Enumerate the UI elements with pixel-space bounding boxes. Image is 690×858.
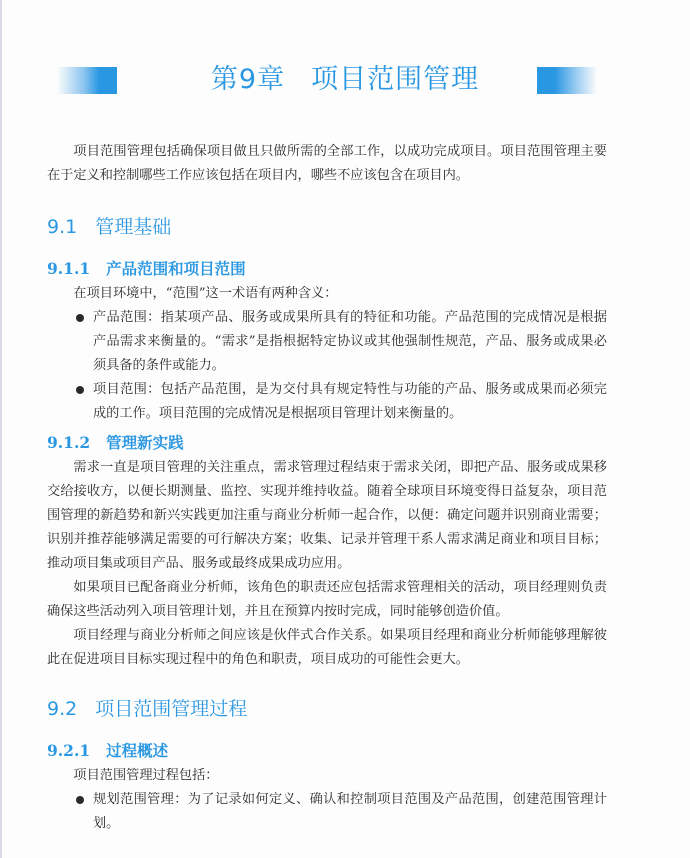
body-paragraph: 需求一直是项目管理的关注重点，需求管理过程结束于需求关闭，即把产品、服务或成果移交给接收方，以便长期测量、监控、实现并维持收益。随着全球项目环境变得日益复杂，项目范围管理的新趋势和新兴实践更加注重与商业分析师一起合作，以便：确定问题并识别商业需要；识别并推荐能够满足需要的可行解决方案；收集、记录并管理干系人需求满足商业和项目目标；推动项目集或项目产品、服务或最终成果成功应用。 [47, 460, 607, 571]
section-heading-9-1 [47, 212, 607, 242]
bullet-icon [76, 796, 84, 804]
subsection-title: 过程概述 [106, 741, 169, 760]
intro-paragraph: 项目范围管理包括确保项目做且只做所需的全部工作，以成功完成项目。项目范围管理主要在于定义和控制哪些工作应该包括在项目内，哪些不应该包含在项目内。 [47, 144, 607, 183]
subsection-title: 产品范围和项目范围 [106, 259, 246, 278]
bullet-list [47, 306, 607, 426]
bullet-list [47, 788, 607, 836]
subsection-heading-9-1-2 [47, 430, 607, 456]
subsection-number: 9.2.1 [47, 741, 91, 760]
subsection-heading-9-2-1 [47, 738, 607, 764]
chapter-header [0, 60, 690, 100]
bullet-icon [76, 386, 84, 394]
body-paragraph: 如果项目已配备商业分析师，该角色的职责还应包括需求管理相关的活动，项目经理则负责确保这些活动列入项目管理计划，并且在预算内按时完成，同时能够创造价值。 [47, 580, 607, 619]
list-item-text: 项目范围：包括产品范围，是为交付具有规定特性与功能的产品、服务或成果而必须完成的工作。项目范围的完成情况是根据项目管理计划来衡量的。 [93, 382, 607, 421]
list-item-text: 产品范围：指某项产品、服务或成果所具有的特征和功能。产品范围的完成情况是根据产品需求来衡量的。“需求”是指根据特定协议或其他强制性规范，产品、服务或成果必须具备的条件或能力。 [93, 310, 607, 373]
chapter-number: 第9章 [210, 64, 286, 95]
subsection-title: 管理新实践 [106, 433, 184, 452]
section-number: 9.1 [47, 216, 78, 238]
list-item [47, 378, 607, 426]
page-edge [0, 0, 2, 858]
list-item [47, 306, 607, 378]
body-paragraph: 项目经理与商业分析师之间应该是伙伴式合作关系。如果项目经理和商业分析师能够理解彼此在促进项目目标实现过程中的角色和职责，项目成功的可能性会更大。 [47, 628, 607, 667]
subsection-number: 9.1.1 [47, 259, 91, 278]
subsection-heading-9-1-1 [47, 256, 607, 282]
page-content [47, 140, 607, 836]
chapter-title-text: 项目范围管理 [311, 64, 480, 95]
section-title: 管理基础 [95, 216, 172, 238]
decorative-bar-right [537, 67, 597, 94]
bullet-icon [76, 314, 84, 322]
section-heading-9-2 [47, 694, 607, 724]
section-title: 项目范围管理过程 [95, 698, 248, 720]
list-item-text: 规划范围管理：为了记录如何定义、确认和控制项目范围及产品范围，创建范围管理计划。 [93, 792, 607, 831]
list-item [47, 788, 607, 836]
lead-paragraph: 在项目环境中，“范围”这一术语有两种含义： [73, 286, 338, 301]
subsection-number: 9.1.2 [47, 433, 91, 452]
lead-paragraph: 项目范围管理过程包括： [73, 768, 219, 783]
section-number: 9.2 [47, 698, 78, 720]
